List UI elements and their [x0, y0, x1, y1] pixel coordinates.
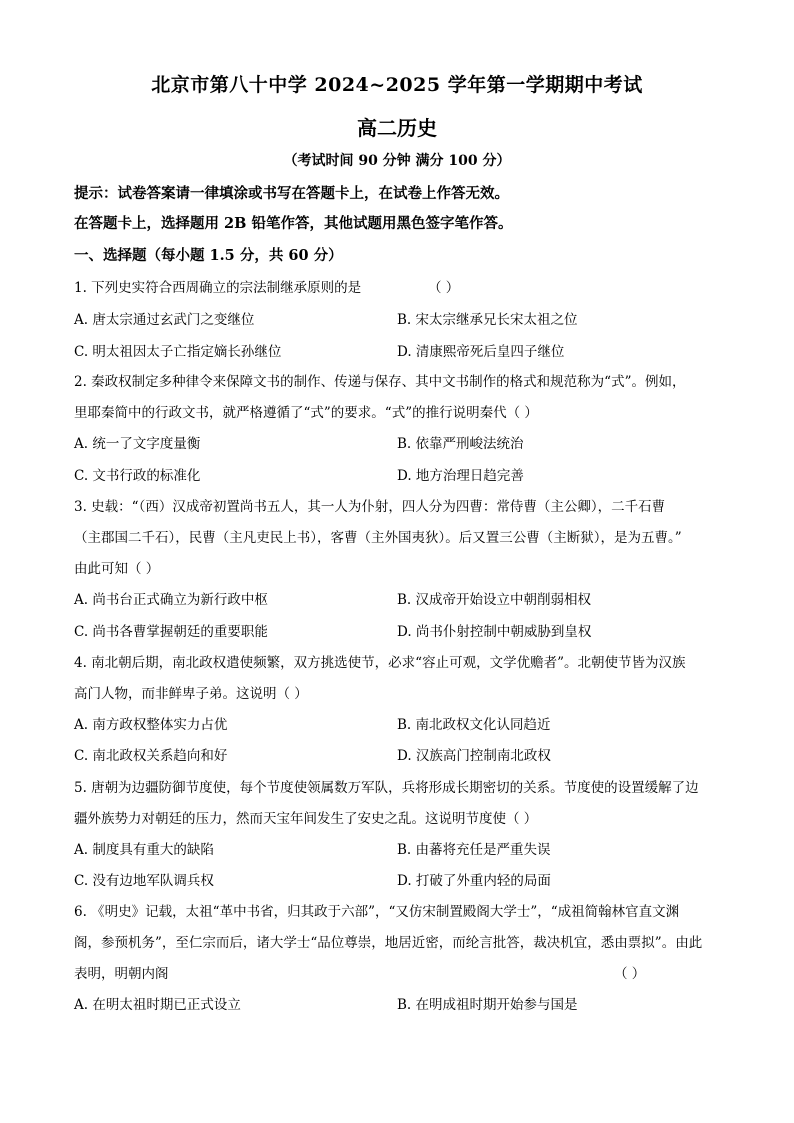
option-d: D. 清康熙帝死后皇四子继位: [397, 344, 565, 360]
option-a: A. 在明太祖时期已正式设立: [74, 997, 241, 1013]
option-c: C. 文书行政的标准化: [74, 468, 201, 484]
answer-paren: （ ）: [614, 966, 646, 982]
exam-title: 北京市第八十中学 2024~2025 学年第一学期期中考试: [151, 74, 643, 96]
option-b: B. 南北政权文化认同趋近: [397, 717, 551, 733]
option-a: A. 尚书台正式确立为新行政中枢: [74, 592, 268, 608]
question-stem-line: 2. 秦政权制定多种律令来保障文书的制作、传递与保存、其中文书制作的格式和规范称为“式”。例如，: [74, 374, 686, 390]
option-a: A. 统一了文字度量衡: [74, 436, 201, 452]
option-b: B. 宋太宗继承兄长宋太祖之位: [397, 312, 578, 328]
question-stem-line: 4. 南北朝后期，南北政权遣使频繁，双方挑选使节，必求“容止可观，文学优赡者”。北朝使节皆为汉族: [74, 655, 686, 671]
question-stem-line: 表明，明朝内阁: [74, 966, 169, 982]
option-b: B. 依靠严刑峻法统治: [397, 436, 524, 452]
instruction-line-2: 在答题卡上，选择题用 2B 铅笔作答，其他试题用黑色签字笔作答。: [74, 215, 513, 232]
option-c: C. 明太祖因太子亡指定嫡长孙继位: [74, 344, 282, 360]
option-a: A. 制度具有重大的缺陷: [74, 842, 214, 858]
exam-subject: 高二历史: [357, 116, 437, 140]
option-d: D. 地方治理日趋完善: [397, 468, 524, 484]
option-b: B. 在明成祖时期开始参与国是: [397, 997, 578, 1013]
question-stem-line: 疆外族势力对朝廷的压力，然而天宝年间发生了安史之乱。这说明节度使（ ）: [74, 811, 538, 827]
option-c: C. 没有边地军队调兵权: [74, 873, 214, 889]
option-c: C. 南北政权关系趋向和好: [74, 748, 228, 764]
option-a: A. 唐太宗通过玄武门之变继位: [74, 312, 255, 328]
question-stem-line: 阁，参预机务”，至仁宗而后，诸大学士“品位尊崇，地居近密，而纶言批答，裁决机宜，悉由票拟”。由此: [74, 935, 703, 951]
question-stem-line: 5. 唐朝为边疆防御节度使，每个节度使领属数万军队，兵将形成长期密切的关系。节度使的设置缓解了边: [74, 780, 699, 796]
question-stem-line: 由此可知（ ）: [74, 561, 160, 577]
instruction-line-1: 提示：试卷答案请一律填涂或书写在答题卡上，在试卷上作答无效。: [74, 185, 509, 202]
answer-paren: （ ）: [428, 280, 460, 296]
question-stem-line: 里耶秦简中的行政文书，就严格遵循了“式”的要求。“式”的推行说明秦代（ ）: [74, 405, 538, 421]
option-d: D. 汉族高门控制南北政权: [397, 748, 551, 764]
option-c: C. 尚书各曹掌握朝廷的重要职能: [74, 624, 268, 640]
option-d: D. 尚书仆射控制中朝威胁到皇权: [397, 624, 592, 640]
option-d: D. 打破了外重内轻的局面: [397, 873, 551, 889]
option-a: A. 南方政权整体实力占优: [74, 717, 228, 733]
exam-time-score: （考试时间 90 分钟 满分 100 分）: [283, 153, 511, 169]
option-b: B. 汉成帝开始设立中朝削弱相权: [397, 592, 592, 608]
question-stem-line: （主郡国二千石），民曹（主凡吏民上书），客曹（主外国夷狄）。后又置三公曹（主断狱），是为五曹。”: [74, 530, 682, 546]
question-stem-line: 6. 《明史》记载，太祖“革中书省，归其政于六部”，“又仿宋制置殿阁大学士”，“成祖简翰林官直文渊: [74, 904, 680, 920]
question-stem-line: 3. 史载：“（西）汉成帝初置尚书五人，其一人为仆射，四人分为四曹：常侍曹（主公卿），二千石曹: [74, 499, 666, 515]
question-stem-line: 高门人物，而非鲜卑子弟。这说明（ ）: [74, 686, 308, 702]
option-b: B. 由蕃将充任是严重失误: [397, 842, 551, 858]
question-stem-line: 1. 下列史实符合西周确立的宗法制继承原则的是: [74, 280, 362, 296]
section-title: 一、选择题（每小题 1.5 分，共 60 分）: [74, 247, 343, 264]
